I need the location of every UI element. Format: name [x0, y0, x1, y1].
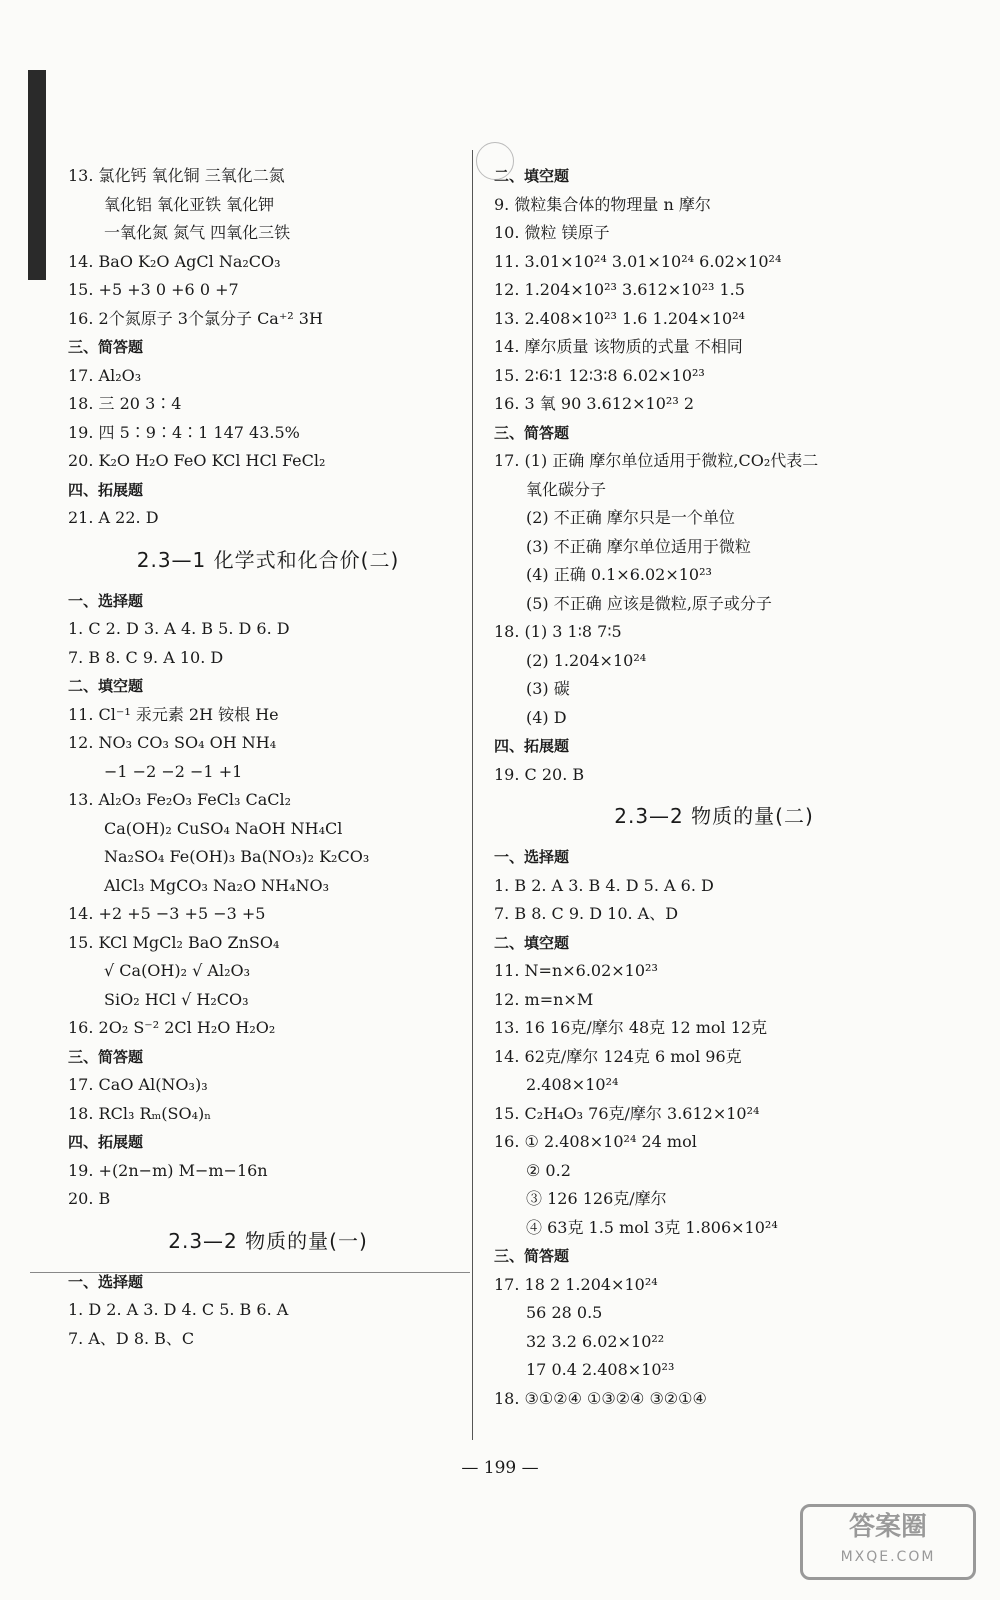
answer-line: 19. +(2n−m) M−m−16n [68, 1160, 268, 1180]
answer-line: 16. 2O₂ S⁻² 2Cl H₂O H₂O₂ [68, 1018, 276, 1037]
answer-line: 18. RCl₃ Rₘ(SO₄)ₙ [68, 1103, 212, 1123]
section-heading: 一、选择题 [494, 848, 570, 866]
answer-continuation: 32 3.2 6.02×10²² [526, 1331, 665, 1351]
section-heading: 四、拓展题 [68, 1133, 144, 1151]
answer-line: 19. C 20. B [494, 764, 585, 784]
answer-continuation: (2) 1.204×10²⁴ [526, 650, 647, 670]
answer-line: 14. +2 +5 −3 +5 −3 +5 [68, 904, 266, 923]
answer-continuation: Na₂SO₄ Fe(OH)₃ Ba(NO₃)₂ K₂CO₃ [104, 847, 370, 866]
chapter-title: 2.3—2 物质的量(一) [168, 1228, 368, 1253]
column-divider [472, 150, 473, 1440]
answer-line: 17. CaO Al(NO₃)₃ [68, 1075, 208, 1094]
answer-line: 12. m=n×M [494, 989, 594, 1009]
answer-line: 20. K₂O H₂O FeO KCl HCl FeCl₂ [68, 451, 326, 470]
answer-line: 11. N=n×6.02×10²³ [494, 961, 658, 980]
answer-continuation: 17 0.4 2.408×10²³ [526, 1360, 675, 1379]
answer-line: 11. Cl⁻¹ 汞元素 2H 铵根 He [68, 704, 279, 724]
answer-continuation: √ Ca(OH)₂ √ Al₂O₃ [104, 961, 251, 980]
answer-line: 7. A、D 8. B、C [68, 1328, 195, 1348]
answer-continuation: 2.408×10²⁴ [526, 1075, 619, 1094]
answer-line: 14. BaO K₂O AgCl Na₂CO₃ [68, 251, 281, 271]
answer-line: 15. C₂H₄O₃ 76克/摩尔 3.612×10²⁴ [494, 1103, 760, 1123]
section-heading: 三、简答题 [494, 1247, 570, 1265]
answer-continuation: 氧化碳分子 [526, 479, 607, 499]
answer-line: 20. B [68, 1189, 111, 1208]
answer-line: 18. ③①②④ ①③②④ ③②①④ [494, 1388, 707, 1408]
section-heading: 三、简答题 [494, 423, 570, 442]
page-edge-shadow [28, 70, 46, 280]
section-heading: 四、拓展题 [494, 737, 570, 755]
page-number: — 199 — [461, 1458, 539, 1478]
answer-line: 14. 摩尔质量 该物质的式量 不相同 [494, 337, 743, 356]
answer-line: 12. 1.204×10²³ 3.612×10²³ 1.5 [494, 280, 745, 299]
answer-continuation: (4) D [526, 707, 567, 727]
answer-continuation: SiO₂ HCl √ H₂CO₃ [104, 989, 249, 1009]
answer-continuation: Ca(OH)₂ CuSO₄ NaOH NH₄Cl [104, 818, 343, 838]
answer-line: 18. 三 20 3∶4 [68, 394, 182, 413]
left-column [68, 162, 468, 1353]
answer-line: 15. 2∶6∶1 12∶3∶8 6.02×10²³ [494, 365, 705, 385]
answer-line: 10. 微粒 镁原子 [494, 223, 610, 242]
answer-line: 21. A 22. D [68, 508, 159, 527]
answer-line: 13. 氯化钙 氧化铜 三氧化二氮 [68, 166, 285, 185]
answer-continuation: (3) 碳 [526, 679, 570, 698]
answer-line: 17. 18 2 1.204×10²⁴ [494, 1274, 658, 1294]
watermark-title: 答案圈 [848, 1512, 927, 1542]
answer-line: 16. ① 2.408×10²⁴ 24 mol [494, 1132, 697, 1151]
answer-line: 14. 62克/摩尔 124克 6 mol 96克 [494, 1046, 742, 1066]
answer-continuation: ④ 63克 1.5 mol 3克 1.806×10²⁴ [526, 1217, 778, 1237]
section-heading: 四、拓展题 [68, 480, 144, 499]
answer-line: 7. B 8. C 9. A 10. D [68, 647, 224, 667]
section-heading: 一、选择题 [68, 1272, 144, 1291]
answer-continuation: −1 −2 −2 −1 +1 [104, 761, 243, 781]
right-column [494, 162, 934, 1413]
answer-continuation: (5) 不正确 应该是微粒,原子或分子 [526, 593, 772, 613]
answer-line: 1. C 2. D 3. A 4. B 5. D 6. D [68, 619, 290, 638]
answer-line: 17. (1) 正确 摩尔单位适用于微粒,CO₂代表二 [494, 451, 819, 470]
answer-line: 13. 16 16克/摩尔 48克 12 mol 12克 [494, 1018, 768, 1037]
answer-line: 9. 微粒集合体的物理量 n 摩尔 [494, 194, 711, 214]
answer-line: 15. KCl MgCl₂ BaO ZnSO₄ [68, 932, 280, 952]
answer-line: 12. NO₃ CO₃ SO₄ OH NH₄ [68, 733, 277, 752]
answer-line: 17. Al₂O₃ [68, 365, 142, 385]
answer-line: 19. 四 5∶9∶4∶1 147 43.5% [68, 422, 300, 442]
answer-line: 1. D 2. A 3. D 4. C 5. B 6. A [68, 1300, 289, 1319]
section-heading: 三、简答题 [68, 338, 144, 356]
answer-line: 11. 3.01×10²⁴ 3.01×10²⁴ 6.02×10²⁴ [494, 251, 782, 271]
answer-line: 18. (1) 3 1∶8 7∶5 [494, 622, 622, 641]
section-heading: 二、填空题 [494, 933, 570, 952]
answer-line: 16. 2个氮原子 3个氯分子 Ca⁺² 3H [68, 308, 323, 328]
answer-line: 13. 2.408×10²³ 1.6 1.204×10²⁴ [494, 308, 745, 328]
answer-line: 16. 3 氧 90 3.612×10²³ 2 [494, 394, 694, 413]
answer-continuation: ② 0.2 [526, 1160, 571, 1180]
chapter-title: 2.3—2 物质的量(二) [614, 804, 814, 828]
answer-line: 15. +5 +3 0 +6 0 +7 [68, 280, 239, 299]
answer-continuation: (2) 不正确 摩尔只是一个单位 [526, 508, 735, 527]
answer-continuation: 一氧化氮 氮气 四氧化三铁 [104, 223, 291, 242]
answer-continuation: 氧化铝 氧化亚铁 氧化钾 [104, 194, 275, 214]
answer-line: 1. B 2. A 3. B 4. D 5. A 6. D [494, 875, 714, 895]
answer-line: 7. B 8. C 9. D 10. A、D [494, 904, 679, 923]
answer-line: 13. Al₂O₃ Fe₂O₃ FeCl₃ CaCl₂ [68, 790, 292, 809]
section-heading: 一、选择题 [68, 591, 144, 610]
watermark-logo [800, 1504, 976, 1580]
section-heading: 二、填空题 [494, 167, 570, 185]
watermark-url: MXQE.COM [840, 1549, 936, 1565]
chapter-title: 2.3—1 化学式和化合价(二) [136, 547, 400, 572]
answer-continuation: (3) 不正确 摩尔单位适用于微粒 [526, 536, 751, 556]
answer-continuation: 56 28 0.5 [526, 1303, 603, 1322]
answer-continuation: AlCl₃ MgCO₃ Na₂O NH₄NO₃ [104, 875, 330, 895]
answer-continuation: (4) 正确 0.1×6.02×10²³ [526, 565, 712, 584]
section-heading: 二、填空题 [68, 677, 144, 695]
answer-continuation: ③ 126 126克/摩尔 [526, 1189, 667, 1208]
section-heading: 三、简答题 [68, 1047, 144, 1066]
